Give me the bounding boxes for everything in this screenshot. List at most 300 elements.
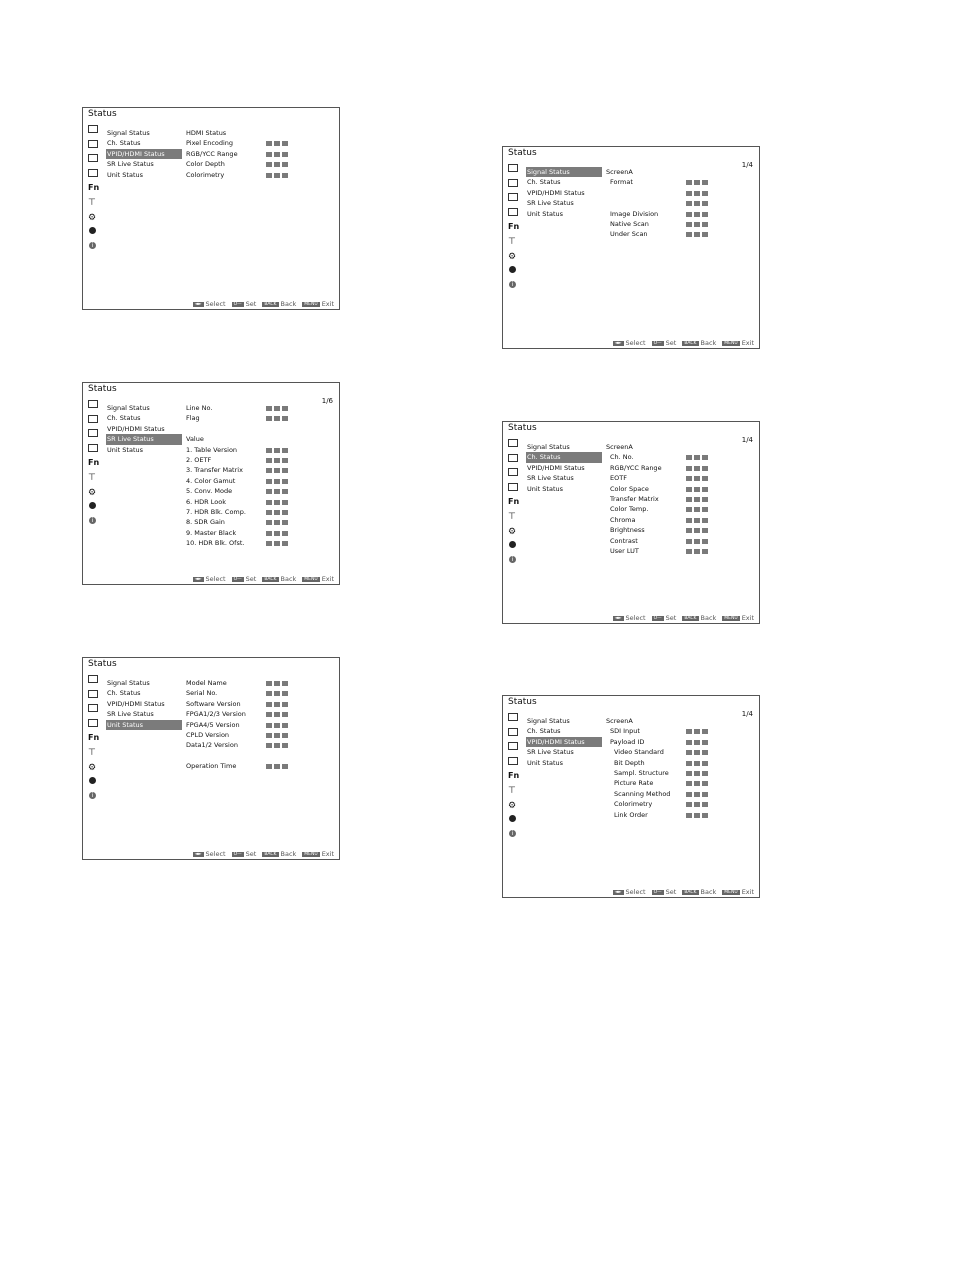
grid-icon[interactable] (508, 742, 518, 750)
exit-label: Exit (321, 300, 334, 308)
key-guide (607, 888, 754, 896)
set-label: Set (245, 575, 257, 583)
menu-item[interactable]: Unit Status (527, 484, 564, 493)
menu-item[interactable]: Unit Status (107, 445, 144, 454)
select-key-icon: ◄► (194, 576, 202, 582)
info-icon[interactable]: i (89, 792, 96, 799)
menu-item[interactable]: SR Live Status (527, 199, 574, 208)
status-menu (106, 128, 182, 180)
status-label: Bit Depth (614, 758, 645, 767)
status-row (606, 726, 756, 736)
value-placeholder (686, 476, 708, 481)
back-key-icon: BACK (264, 851, 277, 857)
function-icon[interactable]: Fn (508, 222, 520, 232)
select-label: Select (205, 300, 226, 308)
maintenance-icon[interactable] (509, 541, 516, 548)
value-placeholder (686, 740, 708, 745)
function-icon[interactable]: Fn (88, 183, 100, 193)
info-icon[interactable]: i (509, 281, 516, 288)
status-row (186, 507, 336, 517)
settings-icon[interactable] (508, 252, 518, 261)
status-row (186, 528, 336, 538)
exit-key-icon: MENU (724, 340, 738, 346)
status-row (606, 494, 756, 504)
marker-icon[interactable] (508, 786, 518, 795)
adjust-icon[interactable] (88, 415, 98, 423)
status-row (186, 445, 336, 455)
picture-icon[interactable] (508, 439, 518, 447)
status-items (186, 128, 336, 180)
value-placeholder (686, 191, 708, 196)
status-row (186, 486, 336, 496)
value-placeholder (686, 507, 708, 512)
select-key-icon: ◄► (614, 340, 622, 346)
value-placeholder (266, 681, 288, 686)
maintenance-icon[interactable] (89, 502, 96, 509)
back-label: Back (280, 850, 297, 858)
status-label: FPGA4/5 Version (186, 720, 240, 729)
value-placeholder (686, 539, 708, 544)
status-menu (106, 403, 182, 455)
key-guide (187, 575, 334, 583)
status-panel (82, 382, 340, 585)
function-icon[interactable]: Fn (508, 771, 520, 781)
info-icon[interactable]: i (509, 556, 516, 563)
value-placeholder (266, 406, 288, 411)
grid-icon[interactable] (88, 429, 98, 437)
function-icon[interactable]: Fn (508, 497, 520, 507)
status-row (186, 128, 336, 138)
picture-icon[interactable] (88, 400, 98, 408)
set-key-icon: O— (233, 851, 242, 857)
value-placeholder (266, 489, 288, 494)
status-label: Software Version (186, 699, 241, 708)
status-label: Serial No. (186, 689, 218, 698)
status-label: Transfer Matrix (610, 494, 659, 503)
select-label: Select (625, 614, 646, 622)
icon-column (508, 439, 520, 570)
exit-key-icon: MENU (304, 576, 318, 582)
back-label: Back (700, 339, 717, 347)
status-row (186, 476, 336, 486)
picture-icon[interactable] (88, 125, 98, 133)
status-row (606, 484, 756, 494)
status-label: Model Name (186, 679, 227, 687)
status-row (186, 465, 336, 475)
menu-item[interactable]: Ch. Status (107, 139, 141, 148)
status-row (606, 198, 756, 208)
status-label: Under Scan (610, 230, 648, 239)
status-menu (526, 167, 602, 219)
exit-key-icon: MENU (304, 301, 318, 307)
back-key-icon: BACK (264, 576, 277, 582)
marker-icon[interactable] (88, 748, 98, 757)
value-placeholder (266, 458, 288, 463)
grid-icon[interactable] (88, 154, 98, 162)
menu-item[interactable]: VPID/HDMI Status (527, 188, 585, 197)
key-guide (607, 339, 754, 347)
maintenance-icon[interactable] (89, 777, 96, 784)
status-label: ScreenA (606, 443, 633, 451)
status-label: 1. Table Version (186, 445, 238, 454)
menu-item[interactable]: Ch. Status (527, 727, 561, 736)
status-label: SDI Input (610, 727, 640, 736)
value-placeholder (266, 702, 288, 707)
status-row (606, 177, 756, 187)
status-label: User LUT (610, 546, 639, 555)
menu-item[interactable]: Signal Status (107, 679, 150, 687)
select-key-icon: ◄► (194, 851, 202, 857)
value-placeholder (266, 500, 288, 505)
exit-key-icon: MENU (724, 615, 738, 621)
back-label: Back (280, 575, 297, 583)
value-placeholder (686, 201, 708, 206)
menu-item[interactable]: Signal Status (527, 717, 570, 725)
value-placeholder (686, 761, 708, 766)
picture-icon[interactable] (508, 713, 518, 721)
icon-column (508, 713, 520, 844)
maintenance-icon[interactable] (509, 266, 516, 273)
status-row (186, 517, 336, 527)
adjust-icon[interactable] (508, 728, 518, 736)
status-row (186, 403, 336, 413)
page-indicator: 1/4 (741, 710, 753, 718)
picture-icon[interactable] (88, 675, 98, 683)
value-placeholder (686, 549, 708, 554)
status-row (606, 525, 756, 535)
value-placeholder (686, 781, 708, 786)
menu-item[interactable]: VPID/HDMI Status (107, 424, 165, 433)
status-label: Contrast (610, 536, 638, 545)
panel-title: Status (508, 148, 537, 158)
menu-item[interactable]: Signal Status (526, 167, 602, 177)
icon-column (88, 125, 100, 256)
status-label: Link Order (614, 810, 648, 819)
menu-item[interactable]: VPID/HDMI Status (107, 699, 165, 708)
value-placeholder (266, 764, 288, 769)
status-row (606, 463, 756, 473)
menu-item[interactable]: Ch. Status (107, 414, 141, 423)
menu-item[interactable]: SR Live Status (527, 748, 574, 757)
status-label: Color Depth (186, 160, 225, 169)
status-label: 5. Conv. Mode (186, 487, 233, 496)
exit-label: Exit (741, 339, 754, 347)
input-icon[interactable] (508, 483, 518, 491)
status-label: RGB/YCC Range (186, 149, 238, 158)
menu-item[interactable]: Signal Status (107, 129, 150, 137)
status-label: Colorimetry (186, 170, 225, 179)
status-label: CPLD Version (186, 730, 230, 739)
status-panel (82, 107, 340, 310)
status-row (606, 546, 756, 556)
value-placeholder (686, 750, 708, 755)
status-label: Image Division (610, 209, 659, 218)
status-label: Sampl. Structure (614, 768, 669, 777)
set-key-icon: O— (233, 576, 242, 582)
menu-item[interactable]: Ch. Status (107, 689, 141, 698)
status-row (186, 699, 336, 709)
status-row (186, 434, 336, 444)
panel-title: Status (508, 423, 537, 433)
menu-item[interactable]: Unit Status (527, 758, 564, 767)
status-row (606, 810, 756, 820)
input-icon[interactable] (508, 757, 518, 765)
status-row (606, 209, 756, 219)
menu-item[interactable]: Signal Status (107, 404, 150, 412)
value-placeholder (686, 212, 708, 217)
status-row (186, 751, 336, 761)
value-placeholder (686, 222, 708, 227)
maintenance-icon[interactable] (89, 227, 96, 234)
set-key-icon: O— (233, 301, 242, 307)
value-placeholder (266, 691, 288, 696)
menu-item[interactable]: VPID/HDMI Status (527, 463, 585, 472)
menu-item[interactable]: Unit Status (527, 209, 564, 218)
key-guide (187, 850, 334, 858)
adjust-icon[interactable] (88, 140, 98, 148)
status-row (606, 167, 756, 177)
menu-item[interactable]: Ch. Status (526, 452, 602, 462)
status-row (186, 709, 336, 719)
status-label: ScreenA (606, 168, 633, 176)
adjust-icon[interactable] (508, 179, 518, 187)
status-row (186, 424, 336, 434)
value-placeholder (686, 455, 708, 460)
status-items (186, 403, 336, 548)
settings-icon[interactable] (88, 213, 98, 222)
status-label: RGB/YCC Range (610, 463, 662, 472)
status-row (186, 159, 336, 169)
menu-item[interactable]: Signal Status (527, 443, 570, 451)
input-icon[interactable] (88, 444, 98, 452)
adjust-icon[interactable] (88, 690, 98, 698)
value-placeholder (266, 531, 288, 536)
page-indicator: 1/4 (741, 436, 753, 444)
set-key-icon: O— (653, 615, 662, 621)
set-key-icon: O— (653, 889, 662, 895)
status-row (186, 761, 336, 771)
status-panel (502, 146, 760, 349)
panel-title: Status (508, 697, 537, 707)
status-row (606, 737, 756, 747)
status-items (606, 716, 756, 820)
back-label: Back (700, 888, 717, 896)
status-row (186, 455, 336, 465)
status-label: Payload ID (610, 737, 645, 746)
status-label: Operation Time (186, 762, 237, 771)
status-label: HDMI Status (186, 129, 227, 137)
status-menu (526, 716, 602, 768)
marker-icon[interactable] (88, 473, 98, 482)
back-label: Back (280, 300, 297, 308)
set-label: Set (665, 614, 677, 622)
set-label: Set (245, 850, 257, 858)
status-row (186, 170, 336, 180)
input-icon[interactable] (88, 169, 98, 177)
status-label: Video Standard (614, 748, 664, 757)
status-row (606, 452, 756, 462)
value-placeholder (266, 141, 288, 146)
status-label: FPGA1/2/3 Version (186, 710, 246, 719)
info-icon[interactable]: i (509, 830, 516, 837)
panel-title: Status (88, 109, 117, 119)
key-guide (187, 300, 334, 308)
settings-icon[interactable] (88, 763, 98, 772)
status-row (606, 188, 756, 198)
value-placeholder (266, 152, 288, 157)
select-key-icon: ◄► (614, 889, 622, 895)
page-indicator: 1/6 (321, 397, 333, 405)
exit-label: Exit (741, 888, 754, 896)
marker-icon[interactable] (508, 512, 518, 521)
status-items (186, 678, 336, 772)
status-items (606, 442, 756, 556)
select-label: Select (625, 339, 646, 347)
status-label: Data1/2 Version (186, 741, 238, 750)
select-label: Select (205, 850, 226, 858)
status-label: Line No. (186, 404, 213, 412)
menu-item[interactable]: SR Live Status (107, 160, 154, 169)
exit-label: Exit (321, 850, 334, 858)
status-label: Flag (186, 414, 200, 423)
select-label: Select (205, 575, 226, 583)
value-placeholder (266, 448, 288, 453)
input-icon[interactable] (508, 208, 518, 216)
input-icon[interactable] (88, 719, 98, 727)
status-label: Native Scan (610, 219, 649, 228)
status-row (186, 678, 336, 688)
marker-icon[interactable] (88, 198, 98, 207)
picture-icon[interactable] (508, 164, 518, 172)
status-label: Colorimetry (614, 800, 653, 809)
exit-key-icon: MENU (304, 851, 318, 857)
status-row (606, 504, 756, 514)
exit-label: Exit (741, 614, 754, 622)
status-label: Color Space (610, 484, 649, 493)
menu-item[interactable]: Unit Status (106, 720, 182, 730)
settings-icon[interactable] (508, 801, 518, 810)
status-label: EOTF (610, 474, 627, 483)
status-label: ScreenA (606, 717, 633, 725)
status-items (606, 167, 756, 240)
exit-key-icon: MENU (724, 889, 738, 895)
value-placeholder (686, 802, 708, 807)
menu-item[interactable]: SR Live Status (527, 474, 574, 483)
status-row (186, 497, 336, 507)
set-label: Set (665, 888, 677, 896)
status-label: Format (610, 178, 633, 187)
status-label: 3. Transfer Matrix (186, 466, 243, 475)
info-icon[interactable]: i (89, 242, 96, 249)
menu-item[interactable]: Ch. Status (527, 178, 561, 187)
menu-item[interactable]: VPID/HDMI Status (106, 149, 182, 159)
value-placeholder (266, 416, 288, 421)
status-row (606, 473, 756, 483)
status-row (606, 747, 756, 757)
value-placeholder (266, 173, 288, 178)
menu-item[interactable]: SR Live Status (106, 434, 182, 444)
status-row (606, 758, 756, 768)
set-label: Set (665, 339, 677, 347)
value-placeholder (686, 729, 708, 734)
value-placeholder (686, 487, 708, 492)
back-key-icon: BACK (684, 340, 697, 346)
value-placeholder (686, 518, 708, 523)
value-placeholder (686, 466, 708, 471)
status-label: Scanning Method (614, 789, 671, 798)
value-placeholder (266, 510, 288, 515)
status-label: 7. HDR Blk. Comp. (186, 507, 246, 516)
panel-title: Status (88, 384, 117, 394)
value-placeholder (266, 479, 288, 484)
grid-icon[interactable] (508, 468, 518, 476)
status-label: 10. HDR Blk. Ofst. (186, 539, 245, 548)
adjust-icon[interactable] (508, 454, 518, 462)
value-placeholder (686, 528, 708, 533)
value-placeholder (266, 520, 288, 525)
maintenance-icon[interactable] (509, 815, 516, 822)
status-row (186, 720, 336, 730)
status-row (186, 149, 336, 159)
value-placeholder (266, 541, 288, 546)
value-placeholder (686, 771, 708, 776)
status-row (606, 799, 756, 809)
status-label: Value (186, 435, 204, 444)
function-icon[interactable]: Fn (88, 458, 100, 468)
value-placeholder (266, 712, 288, 717)
select-key-icon: ◄► (194, 301, 202, 307)
status-row (606, 716, 756, 726)
select-label: Select (625, 888, 646, 896)
status-label: 8. SDR Gain (186, 518, 225, 527)
status-row (606, 442, 756, 452)
status-row (186, 138, 336, 148)
settings-icon[interactable] (88, 488, 98, 497)
panel-title: Status (88, 659, 117, 669)
value-placeholder (686, 180, 708, 185)
grid-icon[interactable] (88, 704, 98, 712)
grid-icon[interactable] (508, 193, 518, 201)
info-icon[interactable]: i (89, 517, 96, 524)
back-key-icon: BACK (684, 889, 697, 895)
marker-icon[interactable] (508, 237, 518, 246)
status-label: Brightness (610, 526, 645, 535)
status-row (186, 413, 336, 423)
back-label: Back (700, 614, 717, 622)
select-key-icon: ◄► (614, 615, 622, 621)
icon-column (88, 675, 100, 806)
status-row (606, 536, 756, 546)
menu-item[interactable]: VPID/HDMI Status (526, 737, 602, 747)
value-placeholder (266, 162, 288, 167)
status-row (606, 219, 756, 229)
menu-item[interactable]: Unit Status (107, 170, 144, 179)
status-panel (502, 695, 760, 898)
function-icon[interactable]: Fn (88, 733, 100, 743)
status-menu (526, 442, 602, 494)
menu-item[interactable]: SR Live Status (107, 710, 154, 719)
back-key-icon: BACK (684, 615, 697, 621)
status-row (606, 778, 756, 788)
status-row (606, 768, 756, 778)
value-placeholder (266, 468, 288, 473)
value-placeholder (266, 733, 288, 738)
status-row (186, 740, 336, 750)
status-label: Picture Rate (614, 779, 654, 788)
status-panel (502, 421, 760, 624)
settings-icon[interactable] (508, 527, 518, 536)
set-label: Set (245, 300, 257, 308)
